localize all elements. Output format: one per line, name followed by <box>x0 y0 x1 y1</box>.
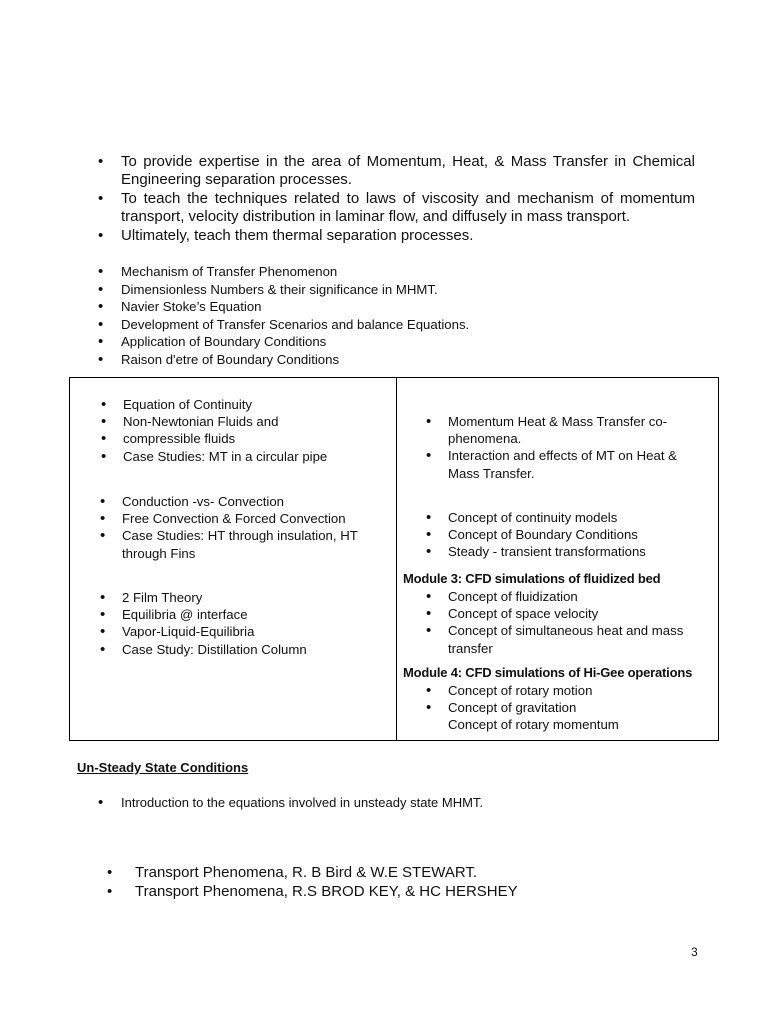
left-group-2 <box>122 493 384 562</box>
list-item: • Concept of Boundary Conditions <box>448 526 708 543</box>
list-item: • Application of Boundary Conditions <box>121 333 681 351</box>
table-right-column <box>397 378 718 740</box>
list-item: • To provide expertise in the area of Momentum, Heat, & Mass Transfer in Chemical Engineering separation processes. <box>121 153 695 189</box>
list-item: • Case Study: Distillation Column <box>122 641 384 658</box>
unsteady-heading: Un-Steady State Conditions <box>77 760 249 775</box>
list-item: • Mechanism of Transfer Phenomenon <box>121 263 681 281</box>
module-4-title: Module 4: CFD simulations of Hi-Gee operations <box>403 665 693 680</box>
list-item: • Concept of space velocity <box>448 605 708 622</box>
list-item: • Concept of simultaneous heat and mass transfer <box>448 622 708 656</box>
topics-list <box>121 263 681 368</box>
list-item: • Concept of rotary motion <box>448 682 708 699</box>
list-item: • Concept of continuity models <box>448 509 708 526</box>
list-item: • Development of Transfer Scenarios and balance Equations. <box>121 316 681 334</box>
left-group-1 <box>123 396 383 465</box>
left-group-3 <box>122 589 384 658</box>
table-left-column <box>70 378 397 740</box>
list-item: • To teach the techniques related to laws of viscosity and mechanism of momentum transport, velocity distribution in laminar flow, and diffusely in mass transport. <box>121 190 695 226</box>
list-item: • Conduction -vs- Convection <box>122 493 384 510</box>
right-group-2 <box>448 509 708 561</box>
list-item: • 2 Film Theory <box>122 589 384 606</box>
module-4-list <box>448 682 708 716</box>
list-item: • Vapor-Liquid-Equilibria <box>122 623 384 640</box>
list-item: • Transport Phenomena, R. B Bird & W.E STEWART. <box>135 863 518 882</box>
list-item: • Equation of Continuity <box>123 396 383 413</box>
module-3-list <box>448 588 708 657</box>
objectives-list <box>121 153 695 246</box>
list-item: • Concept of gravitation <box>448 699 708 716</box>
right-group-1 <box>448 413 708 482</box>
list-item: • Ultimately, teach them thermal separation processes. <box>121 227 695 245</box>
list-item: • compressible fluids <box>123 430 383 447</box>
list-item: • Dimensionless Numbers & their significance in MHMT. <box>121 281 681 299</box>
syllabus-table <box>69 377 719 741</box>
list-item: • Equilibria @ interface <box>122 606 384 623</box>
list-item: • Transport Phenomena, R.S BROD KEY, & HC HERSHEY <box>135 882 518 901</box>
page-number: 3 <box>691 945 698 959</box>
list-item: • Case Studies: MT in a circular pipe <box>123 448 383 465</box>
module-4-last-line: Concept of rotary momentum <box>448 717 619 732</box>
list-item: • Non-Newtonian Fluids and <box>123 413 383 430</box>
list-item: • Free Convection & Forced Convection <box>122 510 384 527</box>
unsteady-list <box>121 794 483 811</box>
list-item: • Case Studies: HT through insulation, HT through Fins <box>122 527 384 561</box>
list-item: • Interaction and effects of MT on Heat & Mass Transfer. <box>448 447 708 481</box>
list-item: • Navier Stoke’s Equation <box>121 298 681 316</box>
references-list <box>135 863 518 901</box>
module-3-title: Module 3: CFD simulations of fluidized bed <box>403 571 661 586</box>
list-item: • Introduction to the equations involved in unsteady state MHMT. <box>121 794 483 811</box>
list-item: • Concept of fluidization <box>448 588 708 605</box>
list-item: • Steady - transient transformations <box>448 543 708 560</box>
list-item: • Momentum Heat & Mass Transfer co-phenomena. <box>448 413 708 447</box>
list-item: • Raison d'etre of Boundary Conditions <box>121 351 681 369</box>
